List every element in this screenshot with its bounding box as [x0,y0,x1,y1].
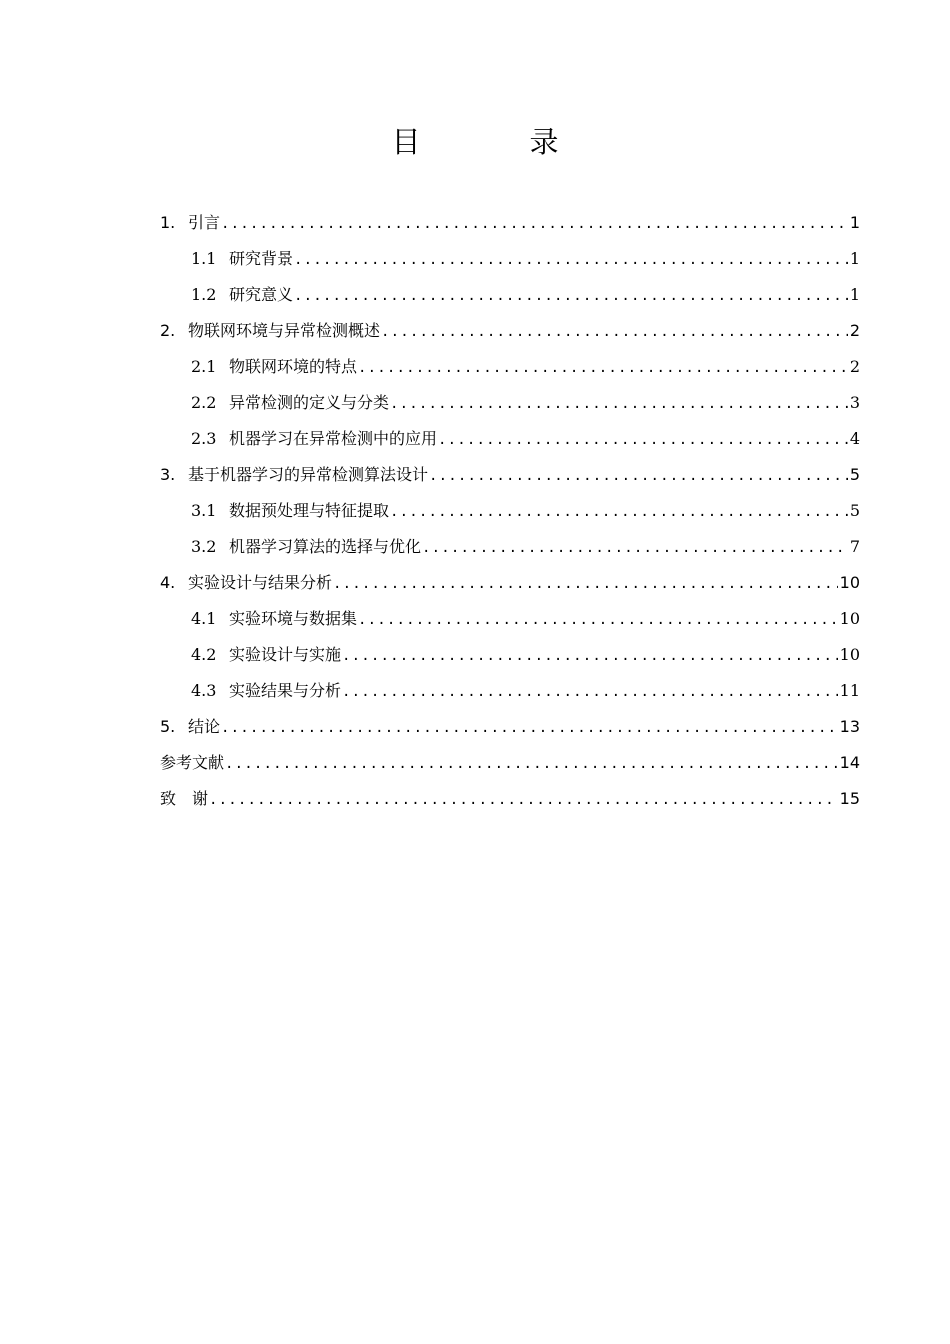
toc-entry[interactable] [160,637,860,673]
toc-entry-title: 物联网环境与异常检测概述 [188,321,381,340]
toc-dot-leader [342,646,838,666]
toc-entry-page: 13 [839,717,860,736]
toc-entry-number: 4.1 [191,609,217,628]
toc-entry[interactable] [160,673,860,709]
toc-dot-leader [422,538,848,558]
toc-entry-title: 致 谢 [160,789,209,808]
toc-dot-leader [333,574,838,594]
toc-dot-leader [358,610,838,630]
toc-entry-page: 1 [849,285,860,304]
toc-entry-number: 1.2 [191,285,217,304]
toc-entry[interactable] [160,565,860,601]
toc-entry-page: 11 [839,681,860,700]
toc-entry-page: 10 [839,645,860,664]
toc-entry-page: 4 [849,429,860,448]
toc-entry-number: 3.1 [191,501,217,520]
toc-entry-title: 结论 [188,717,221,736]
toc-entry-number: 4.2 [191,645,217,664]
toc-entry[interactable] [160,529,860,565]
toc-entry-number: 5. [160,717,176,736]
toc-entry-page: 1 [849,213,860,232]
toc-entry-page: 7 [849,537,860,556]
toc-entry[interactable] [160,493,860,529]
toc-dot-leader [429,466,848,486]
page-title: 目 录 [391,125,599,159]
toc-entry-title: 实验设计与实施 [229,645,342,664]
toc-entry-title: 实验环境与数据集 [229,609,358,628]
toc-entry-number: 2.2 [191,393,217,412]
toc-entry-title: 研究意义 [229,285,294,304]
toc-entry[interactable] [160,745,860,781]
toc-dot-leader [390,502,848,522]
toc-dot-leader [221,718,838,738]
toc-entry-title: 研究背景 [229,249,294,268]
toc-entry[interactable] [160,709,860,745]
toc-entry-page: 2 [849,357,860,376]
toc-entry-title: 基于机器学习的异常检测算法设计 [188,465,429,484]
toc-entry-number: 1.1 [191,249,217,268]
toc-dot-leader [221,214,848,234]
toc-entry[interactable] [160,601,860,637]
toc-entry-number: 2.1 [191,357,217,376]
toc-dot-leader [209,790,838,810]
toc-dot-leader [381,322,848,342]
toc-entry-title: 引言 [188,213,221,232]
toc-entry-page: 3 [849,393,860,412]
toc-entry-page: 10 [839,573,860,592]
toc-entry-title: 物联网环境的特点 [229,357,358,376]
toc-entry[interactable] [160,385,860,421]
toc-entry-page: 5 [849,465,860,484]
toc-entry[interactable] [160,277,860,313]
toc-dot-leader [342,682,838,702]
toc-dot-leader [225,754,838,774]
toc-entry-number: 2.3 [191,429,217,448]
toc-entry-title: 实验设计与结果分析 [188,573,333,592]
toc-entry-title: 机器学习算法的选择与优化 [229,537,422,556]
toc-entry[interactable] [160,457,860,493]
toc-entry-number: 1. [160,213,176,232]
toc-entry[interactable] [160,313,860,349]
toc-dot-leader [294,286,848,306]
toc-entry-number: 4.3 [191,681,217,700]
toc-dot-leader [390,394,848,414]
toc-entry-title: 异常检测的定义与分类 [229,393,390,412]
toc-entry-page: 15 [839,789,860,808]
toc-entry[interactable] [160,205,860,241]
table-of-contents [160,205,860,817]
toc-entry-number: 3.2 [191,537,217,556]
toc-entry[interactable] [160,241,860,277]
toc-entry-page: 2 [849,321,860,340]
toc-entry-number: 2. [160,321,176,340]
toc-entry-title: 实验结果与分析 [229,681,342,700]
toc-entry[interactable] [160,421,860,457]
toc-dot-leader [358,358,848,378]
toc-entry-page: 10 [839,609,860,628]
toc-entry[interactable] [160,349,860,385]
toc-entry-number: 4. [160,573,176,592]
toc-entry-title: 数据预处理与特征提取 [229,501,390,520]
toc-entry[interactable] [160,781,860,817]
toc-entry-title: 机器学习在异常检测中的应用 [229,429,438,448]
toc-entry-number: 3. [160,465,176,484]
toc-entry-page: 5 [849,501,860,520]
toc-dot-leader [294,250,848,270]
toc-entry-title: 参考文献 [160,753,225,772]
toc-entry-page: 1 [849,249,860,268]
toc-entry-page: 14 [839,753,860,772]
toc-dot-leader [438,430,848,450]
